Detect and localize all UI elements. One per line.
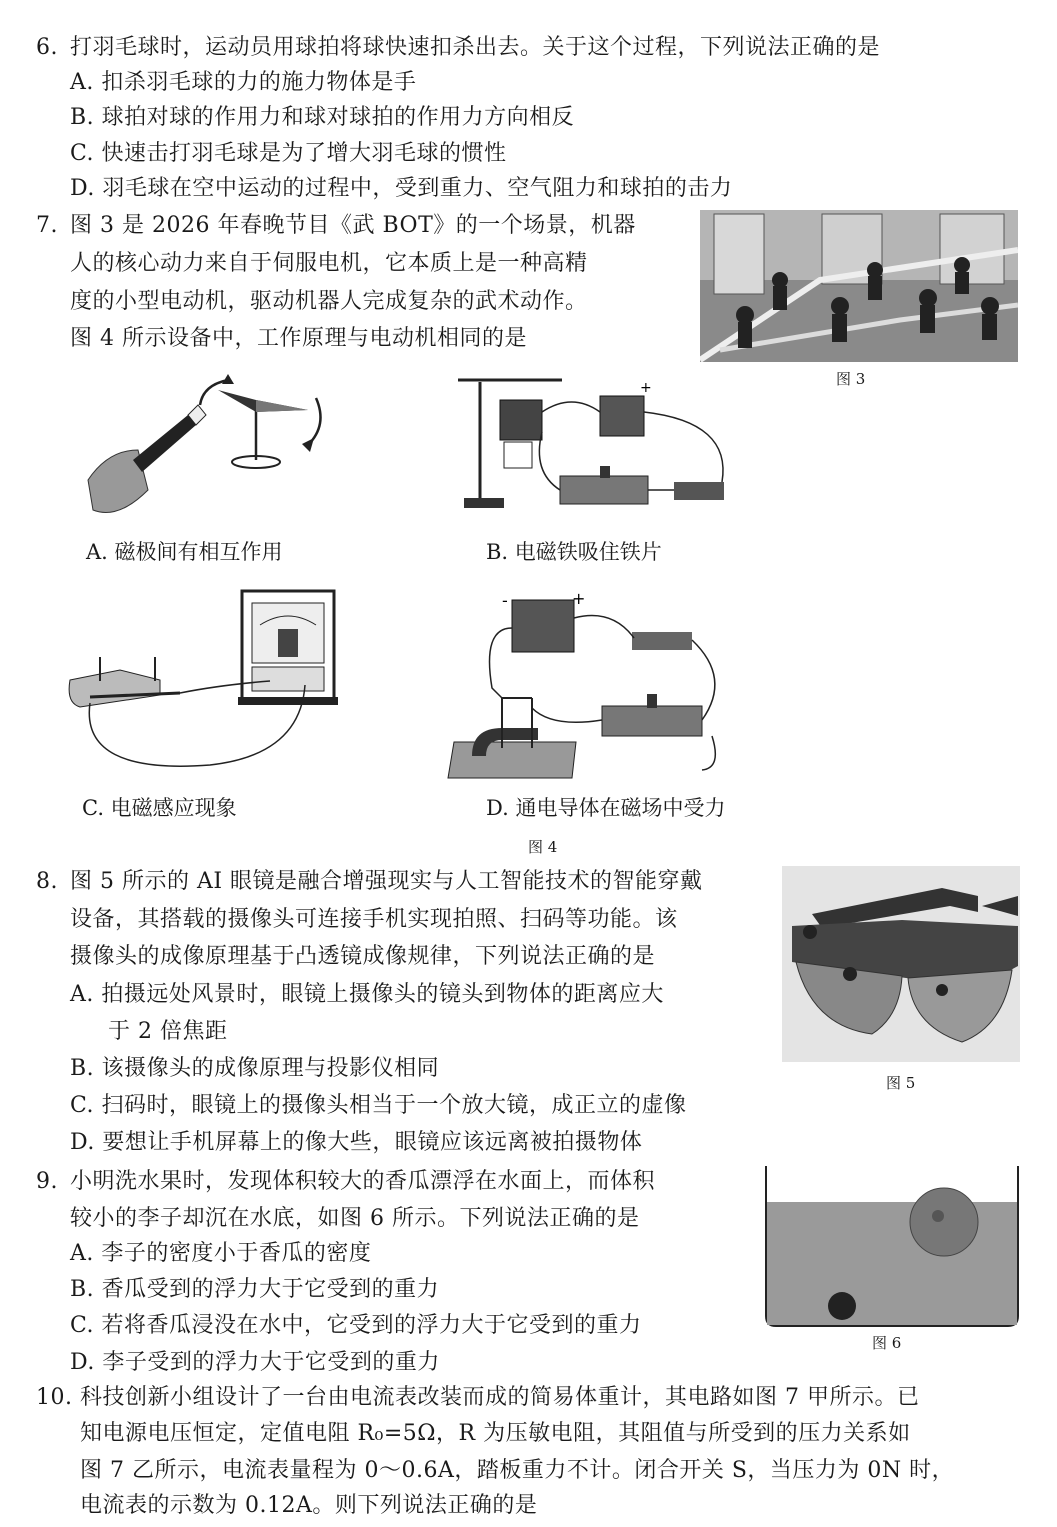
- figure-4b-label: B. 电磁铁吸住铁片: [486, 540, 662, 564]
- figure-4c-induction-galvanometer: [60, 585, 350, 785]
- figure-4b-electromagnet-circuit: [452, 362, 742, 522]
- q6-option-c: C. 快速击打羽毛球是为了增大羽毛球的惯性: [70, 141, 507, 166]
- svg-text:+: +: [572, 589, 586, 608]
- figure-5-caption: 图 5: [886, 1074, 916, 1092]
- q8-stem-line-2: 设备，其搭载的摄像头可连接手机实现拍照、扫码等功能。该: [70, 907, 678, 932]
- figure-4d-conductor-magnetic-field: [442, 588, 742, 780]
- figure-5-ai-glasses-photo: [782, 866, 1020, 1062]
- svg-text:+: +: [640, 380, 652, 396]
- q7-stem-line-2: 人的核心动力来自于伺服电机，它本质上是一种高精: [70, 251, 588, 276]
- figure-4c-label: C. 电磁感应现象: [82, 796, 237, 820]
- svg-text:-: -: [502, 591, 508, 610]
- q7-stem-line-3: 度的小型电动机，驱动机器人完成复杂的武术动作。: [70, 289, 588, 314]
- q9-stem-line-1: 小明洗水果时，发现体积较大的香瓜漂浮在水面上，而体积: [70, 1169, 656, 1194]
- q7-number: 7.: [36, 213, 58, 238]
- q9-option-c: C. 若将香瓜浸没在水中，它受到的浮力大于它受到的重力: [70, 1313, 642, 1338]
- figure-6-fruits-in-water: [762, 1166, 1022, 1328]
- q8-option-b: B. 该摄像头的成像原理与投影仪相同: [70, 1056, 440, 1081]
- q7-stem-line-4: 图 4 所示设备中，工作原理与电动机相同的是: [70, 326, 527, 351]
- q6-stem: 打羽毛球时，运动员用球拍将球快速扣杀出去。关于这个过程，下列说法正确的是: [70, 35, 881, 60]
- q6-number: 6.: [36, 35, 58, 60]
- figure-4d-label: D. 通电导体在磁场中受力: [486, 796, 726, 820]
- q8-stem-line-3: 摄像头的成像原理基于凸透镜成像规律，下列说法正确的是: [70, 944, 656, 969]
- figure-6-caption: 图 6: [872, 1334, 902, 1352]
- q6-option-d: D. 羽毛球在空中运动的过程中，受到重力、空气阻力和球拍的击力: [70, 176, 733, 201]
- figure-4-caption: 图 4: [528, 838, 558, 856]
- q6-option-b: B. 球拍对球的作用力和球对球拍的作用力方向相反: [70, 105, 575, 130]
- q8-number: 8.: [36, 869, 58, 894]
- q8-option-a-cont: 于 2 倍焦距: [108, 1019, 228, 1044]
- figure-4a-magnet-needle: [78, 360, 338, 530]
- q10-stem-line-4: 电流表的示数为 0.12A。则下列说法正确的是: [80, 1493, 538, 1518]
- q8-option-d: D. 要想让手机屏幕上的像大些，眼镜应该远离被拍摄物体: [70, 1130, 643, 1155]
- q10-number: 10.: [36, 1385, 73, 1410]
- q6-option-a: A. 扣杀羽毛球的力的施力物体是手: [70, 70, 417, 95]
- q10-stem-line-2: 知电源电压恒定，定值电阻 R₀=5Ω，R 为压敏电阻，其阻值与所受到的压力关系如: [80, 1421, 911, 1446]
- q8-stem-line-1: 图 5 所示的 AI 眼镜是融合增强现实与人工智能技术的智能穿戴: [70, 869, 703, 894]
- q8-option-a: A. 拍摄远处风景时，眼镜上摄像头的镜头到物体的距离应大: [70, 982, 664, 1007]
- q7-stem-line-1: 图 3 是 2026 年春晚节目《武 BOT》的一个场景，机器: [70, 213, 636, 238]
- q9-option-d: D. 李子受到的浮力大于它受到的重力: [70, 1350, 440, 1375]
- q9-option-a: A. 李子的密度小于香瓜的密度: [70, 1241, 372, 1266]
- q9-stem-line-2: 较小的李子却沉在水底，如图 6 所示。下列说法正确的是: [70, 1206, 640, 1231]
- figure-4a-label: A. 磁极间有相互作用: [86, 540, 283, 564]
- q8-option-c: C. 扫码时，眼镜上的摄像头相当于一个放大镜，成正立的虚像: [70, 1093, 687, 1118]
- q10-stem-line-3: 图 7 乙所示，电流表量程为 0～0.6A，踏板重力不计。闭合开关 S，当压力为 0N 时，: [80, 1458, 955, 1483]
- q9-option-b: B. 香瓜受到的浮力大于它受到的重力: [70, 1277, 440, 1302]
- figure-3-caption: 图 3: [836, 370, 866, 388]
- q9-number: 9.: [36, 1169, 58, 1194]
- figure-3-robot-photo: [700, 210, 1018, 362]
- q10-stem-line-1: 科技创新小组设计了一台由电流表改装而成的简易体重计，其电路如图 7 甲所示。已: [80, 1385, 920, 1410]
